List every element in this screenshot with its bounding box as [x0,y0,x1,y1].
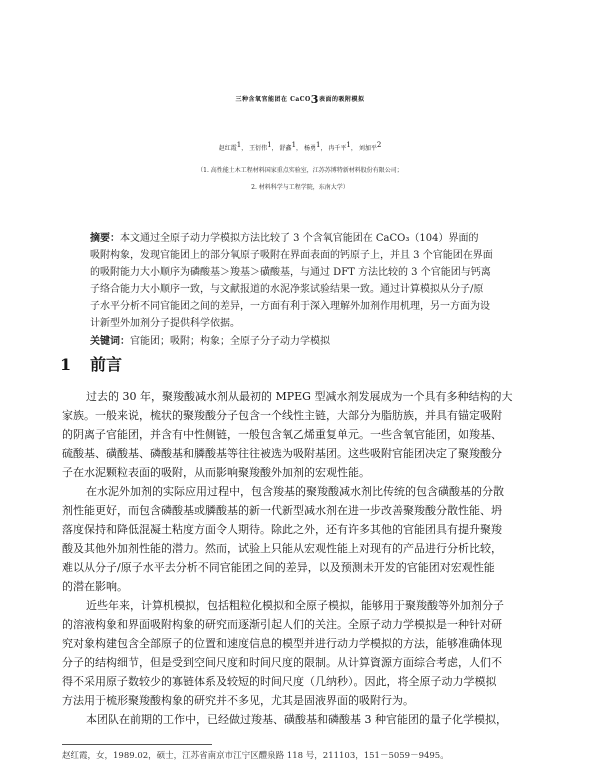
body-line: 的潜在影响。 [62,580,128,593]
title-subscript: 3 [310,93,319,106]
author-name: 王衍伟 [249,145,268,152]
abstract-text: 本文通过全原子动力学模拟方法比较了 3 个含氧官能团在 CaCO₃（104）界面的 [120,233,479,244]
body-line: 得不采用原子数较少的寡链体系及较短的时间尺度（几纳秒）。因此，将全原子动力学模拟 [62,675,497,688]
abstract-line: 计新型外加剂分子提供科学依据。 [90,318,240,329]
body-line: 落度保持和降低混凝土粘度方面令人期待。除此之外，还有许多其他的官能团具有提升聚羧 [62,523,502,536]
author-separator: ， [320,145,327,152]
author-affiliation-mark: 2 [376,141,382,149]
section-heading [60,352,122,375]
abstract-line: 吸附构象，发现官能团上的部分氧原子吸附在界面表面的钙原子上，并且 3 个官能团在界面 [90,250,493,261]
affiliation-1: （1. 高性能土木工程材料国家重点实验室，江苏苏博特新材料股份有限公司； [197,167,403,174]
abstract-label: 摘要： [90,233,120,244]
author-separator: ， [271,145,278,152]
section-title: 前言 [90,355,123,374]
body-line: 的溶液构象和界面吸附构象的研究而逐渐引起人们的关注。全原子动力学模拟是一种针对研 [62,618,502,631]
body-line: 方法用于梳形聚羧酸构象的研究并不多见，尤其是固液界面的吸附行为。 [62,694,414,707]
body-line: 本团队在前期的工作中，已经做过羧基、磺酸基和磷酸基 3 种官能团的量子化学模拟， [86,713,507,726]
author-separator: ， [296,145,303,152]
author-affiliation-mark: 1 [267,141,272,149]
body-line: 在水泥外加剂的实际应用过程中，包含羧基的聚羧酸减水剂比传统的包含磺酸基的分散 [86,485,504,498]
abstract-line: 子络合能力大小顺序一致，与文献报道的水泥净浆试验结果一致。通过计算模拟从分子/原 [90,284,484,295]
author-affiliation-mark: 1 [315,141,321,149]
keywords-label: 关键词： [90,336,130,347]
body-line: 究对象构建包含全部原子的位置和速度信息的模型并进行动力学模拟的方法，能够准确体现 [62,637,502,650]
footnote: 赵红霞，女，1989.02，硕士，江苏省南京市江宁区醴泉路 118 号，211103，151－5059－9495。 [62,751,449,761]
body-line: 硫酸基、磺酸基、磷酸基和膦酸基等往往被选为吸附基团。这些吸附官能团决定了聚羧酸分 [62,447,502,460]
author-name: 杨勇 [303,145,316,152]
body-line: 分子的结构细节，但是受到空间尺度和时间尺度的限制。从计算資源方面综合考虑，人们不 [62,656,502,669]
body-line: 剂性能更好，而包含磷酸基或膦酸基的新一代新型减水剂在进一步改善聚羧酸分散性能、坍 [62,504,502,517]
author-list [0,141,600,152]
title-main: 三种含氧官能团在 CaCO [235,95,311,103]
author-separator: ， [350,145,357,152]
body-line: 子在水泥颗粒表面的吸附，从而影响聚羧酸外加剂的宏观性能。 [62,466,370,479]
body-line: 难以从分子/原子水平去分析不同官能团之间的差异，以及预测未开发的官能团对宏观性能 [62,561,495,574]
abstract-line: 子水平分析不同官能团之间的差异，一方面有利于深入理解外加剂作用机理，另一方面为设 [90,301,490,312]
title-tail: 表面的吸附模拟 [318,95,365,103]
body-line: 的阴离子官能团，并含有中性侧链，一般包含氧乙烯重复单元。一些含氧官能团，如羧基、 [62,428,502,441]
author-affiliation-mark: 1 [236,141,242,149]
affiliation-2: 2. 材料科学与工程学院，东南大学） [251,184,349,191]
author-name: 刘加平 [358,145,377,152]
abstract-line [90,232,478,246]
author-name: 赵红霞 [218,145,237,152]
keywords-text: 官能团；吸附；构象；全原子分子动力学模拟 [130,336,330,347]
author-name: 舒鑫 [279,145,292,152]
author-affiliation-mark: 1 [346,141,351,149]
keywords-line [90,335,330,349]
footnote-rule [62,744,212,745]
body-line: 近些年来，计算机模拟，包括粗粒化模拟和全原子模拟，能够用于聚羧酸等外加剂分子 [86,599,504,612]
body-line: 酸及其他外加剂性能的潜力。然而，试验上只能从宏观性能上对现有的产品进行分析比较， [62,542,502,555]
paper-title [0,93,600,106]
author-name: 冉千平 [328,145,347,152]
abstract-line: 的吸附能力大小顺序为磷酸基＞羧基＞磺酸基，与通过 DFT 方法比较的 3 个官能团与钙离 [90,267,491,278]
body-line: 家族。一般来说，梳状的聚羧酸分子包含一个线性主链，大部分为脂肪族，并具有锚定吸附 [62,409,502,422]
section-number: 1 [60,355,72,374]
author-separator: ， [241,145,248,152]
author-affiliation-mark: 1 [291,141,297,149]
body-line: 过去的 30 年，聚羧酸减水剂从最初的 MPEG 型减水剂发展成为一个具有多种结构的大 [86,390,513,403]
